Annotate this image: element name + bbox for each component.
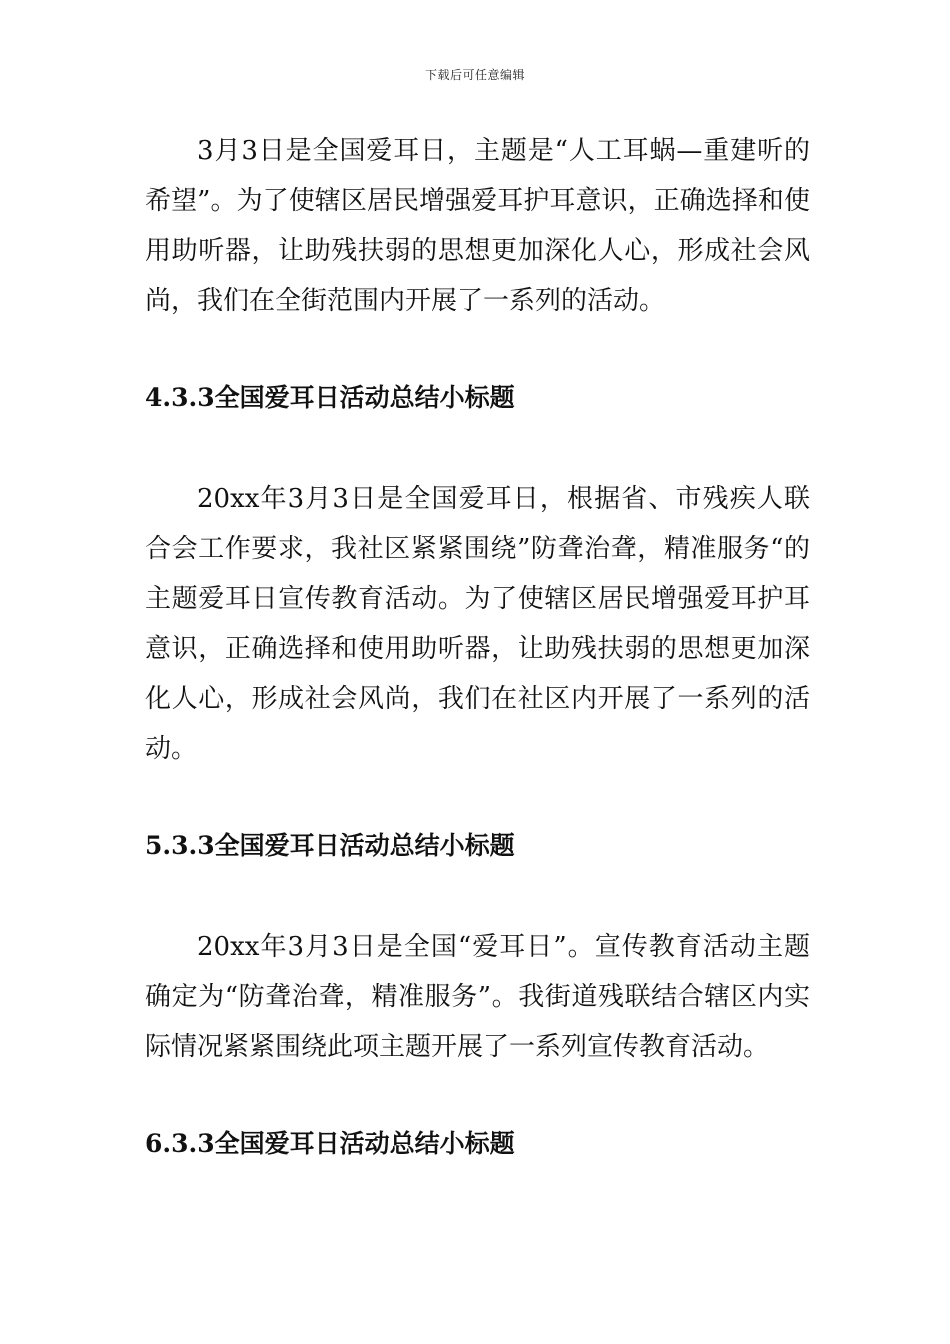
paragraph-street-activities: 20xx年3月3日是全国“爱耳日”。宣传教育活动主题确定为“防聋治聋，精准服务”。我街道残联结合辖区内实际情况紧紧围绕此项主题开展了一系列宣传教育活动。 [145,932,810,1062]
paragraph-community-activities: 20xx年3月3日是全国爱耳日，根据省、市残疾人联合会工作要求，我社区紧紧围绕”防聋治聋，精准服务“的主题爱耳日宣传教育活动。为了使辖区居民增强爱耳护耳意识，正确选择和使用助听器，让助残扶弱的思想更加深化人心，形成社会风尚，我们在社区内开展了一系列的活动。 [145,484,810,764]
page-header-note: 下载后可任意编辑 [424,68,525,82]
section-heading-4: 4.3.3全国爱耳日活动总结小标题 [145,383,515,412]
section-heading-5: 5.3.3全国爱耳日活动总结小标题 [145,831,515,860]
section-heading-6: 6.3.3全国爱耳日活动总结小标题 [145,1129,515,1158]
paragraph-aier-day-theme: 3月3日是全国爱耳日，主题是“人工耳蜗—重建听的希望”。为了使辖区居民增强爱耳护耳意识，正确选择和使用助听器，让助残扶弱的思想更加深化人心，形成社会风尚，我们在全街范围内开展了一系列的活动。 [145,136,810,316]
